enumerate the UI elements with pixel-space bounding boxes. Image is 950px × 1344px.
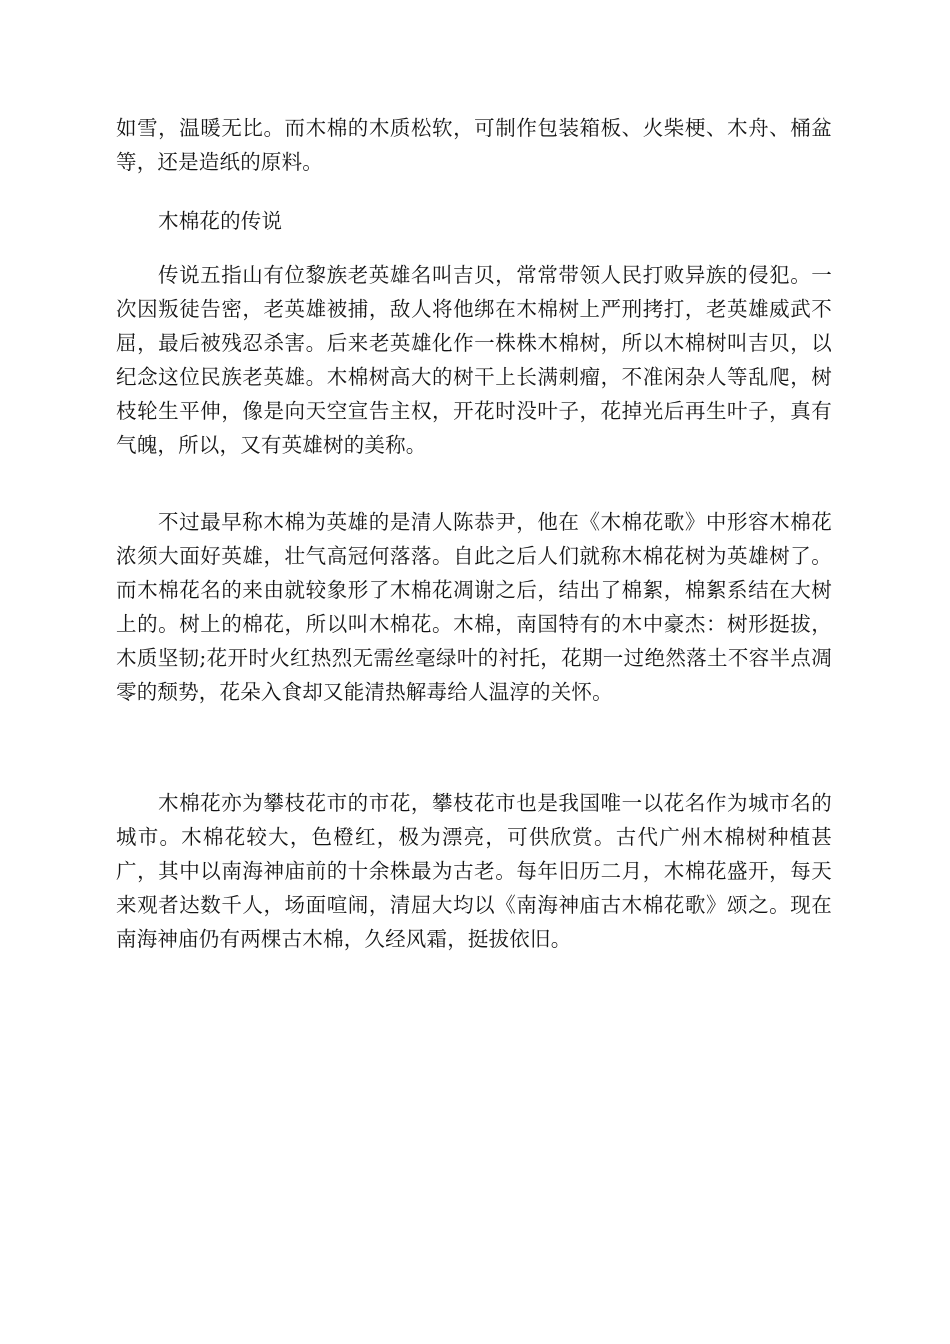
section-heading: 木棉花的传说 (158, 209, 283, 233)
paragraph-continued: 如雪，温暖无比。而木棉的木质松软，可制作包装箱板、火柴梗、木舟、桶盆等，还是造纸的原料。 (116, 116, 832, 174)
paragraph-legend: 传说五指山有位黎族老英雄名叫吉贝，常常带领人民打败异族的侵犯。一次因叛徒告密，老英雄被捕，敌人将他绑在木棉树上严刑拷打，老英雄威武不屈，最后被残忍杀害。后来老英雄化作一株株木棉树，所以木棉树叫吉贝，以纪念这位民族老英雄。木棉树高大的树干上长满刺瘤，不准闲杂人等乱爬，树枝轮生平伸，像是向天空宣告主权，开花时没叶子，花掉光后再生叶子，真有气魄，所以，又有英雄树的美称。 (116, 263, 832, 457)
paragraph-city-flower: 木棉花亦为攀枝花市的市花，攀枝花市也是我国唯一以花名作为城市名的城市。木棉花较大，色橙红，极为漂亮，可供欣赏。古代广州木棉树种植甚广，其中以南海神庙前的十余株最为古老。每年旧历二月，木棉花盛开，每天来观者达数千人，场面喧闹，清屈大均以《南海神庙古木棉花歌》颂之。现在南海神庙仍有两棵古木棉，久经风霜，挺拔依旧。 (116, 791, 832, 951)
paragraph-hero-name: 不过最早称木棉为英雄的是清人陈恭尹，他在《木棉花歌》中形容木棉花浓须大面好英雄，壮气高冠何落落。自此之后人们就称木棉花树为英雄树了。而木棉花名的来由就较象形了木棉花凋谢之后，结出了棉絮，棉絮系结在大树上的。树上的棉花，所以叫木棉花。木棉，南国特有的木中豪杰：树形挺拔，木质坚韧;花开时火红热烈无需丝毫绿叶的衬托，花期一过绝然落土不容半点凋零的颓势，花朵入食却又能清热解毒给人温淳的关怀。 (116, 510, 832, 704)
